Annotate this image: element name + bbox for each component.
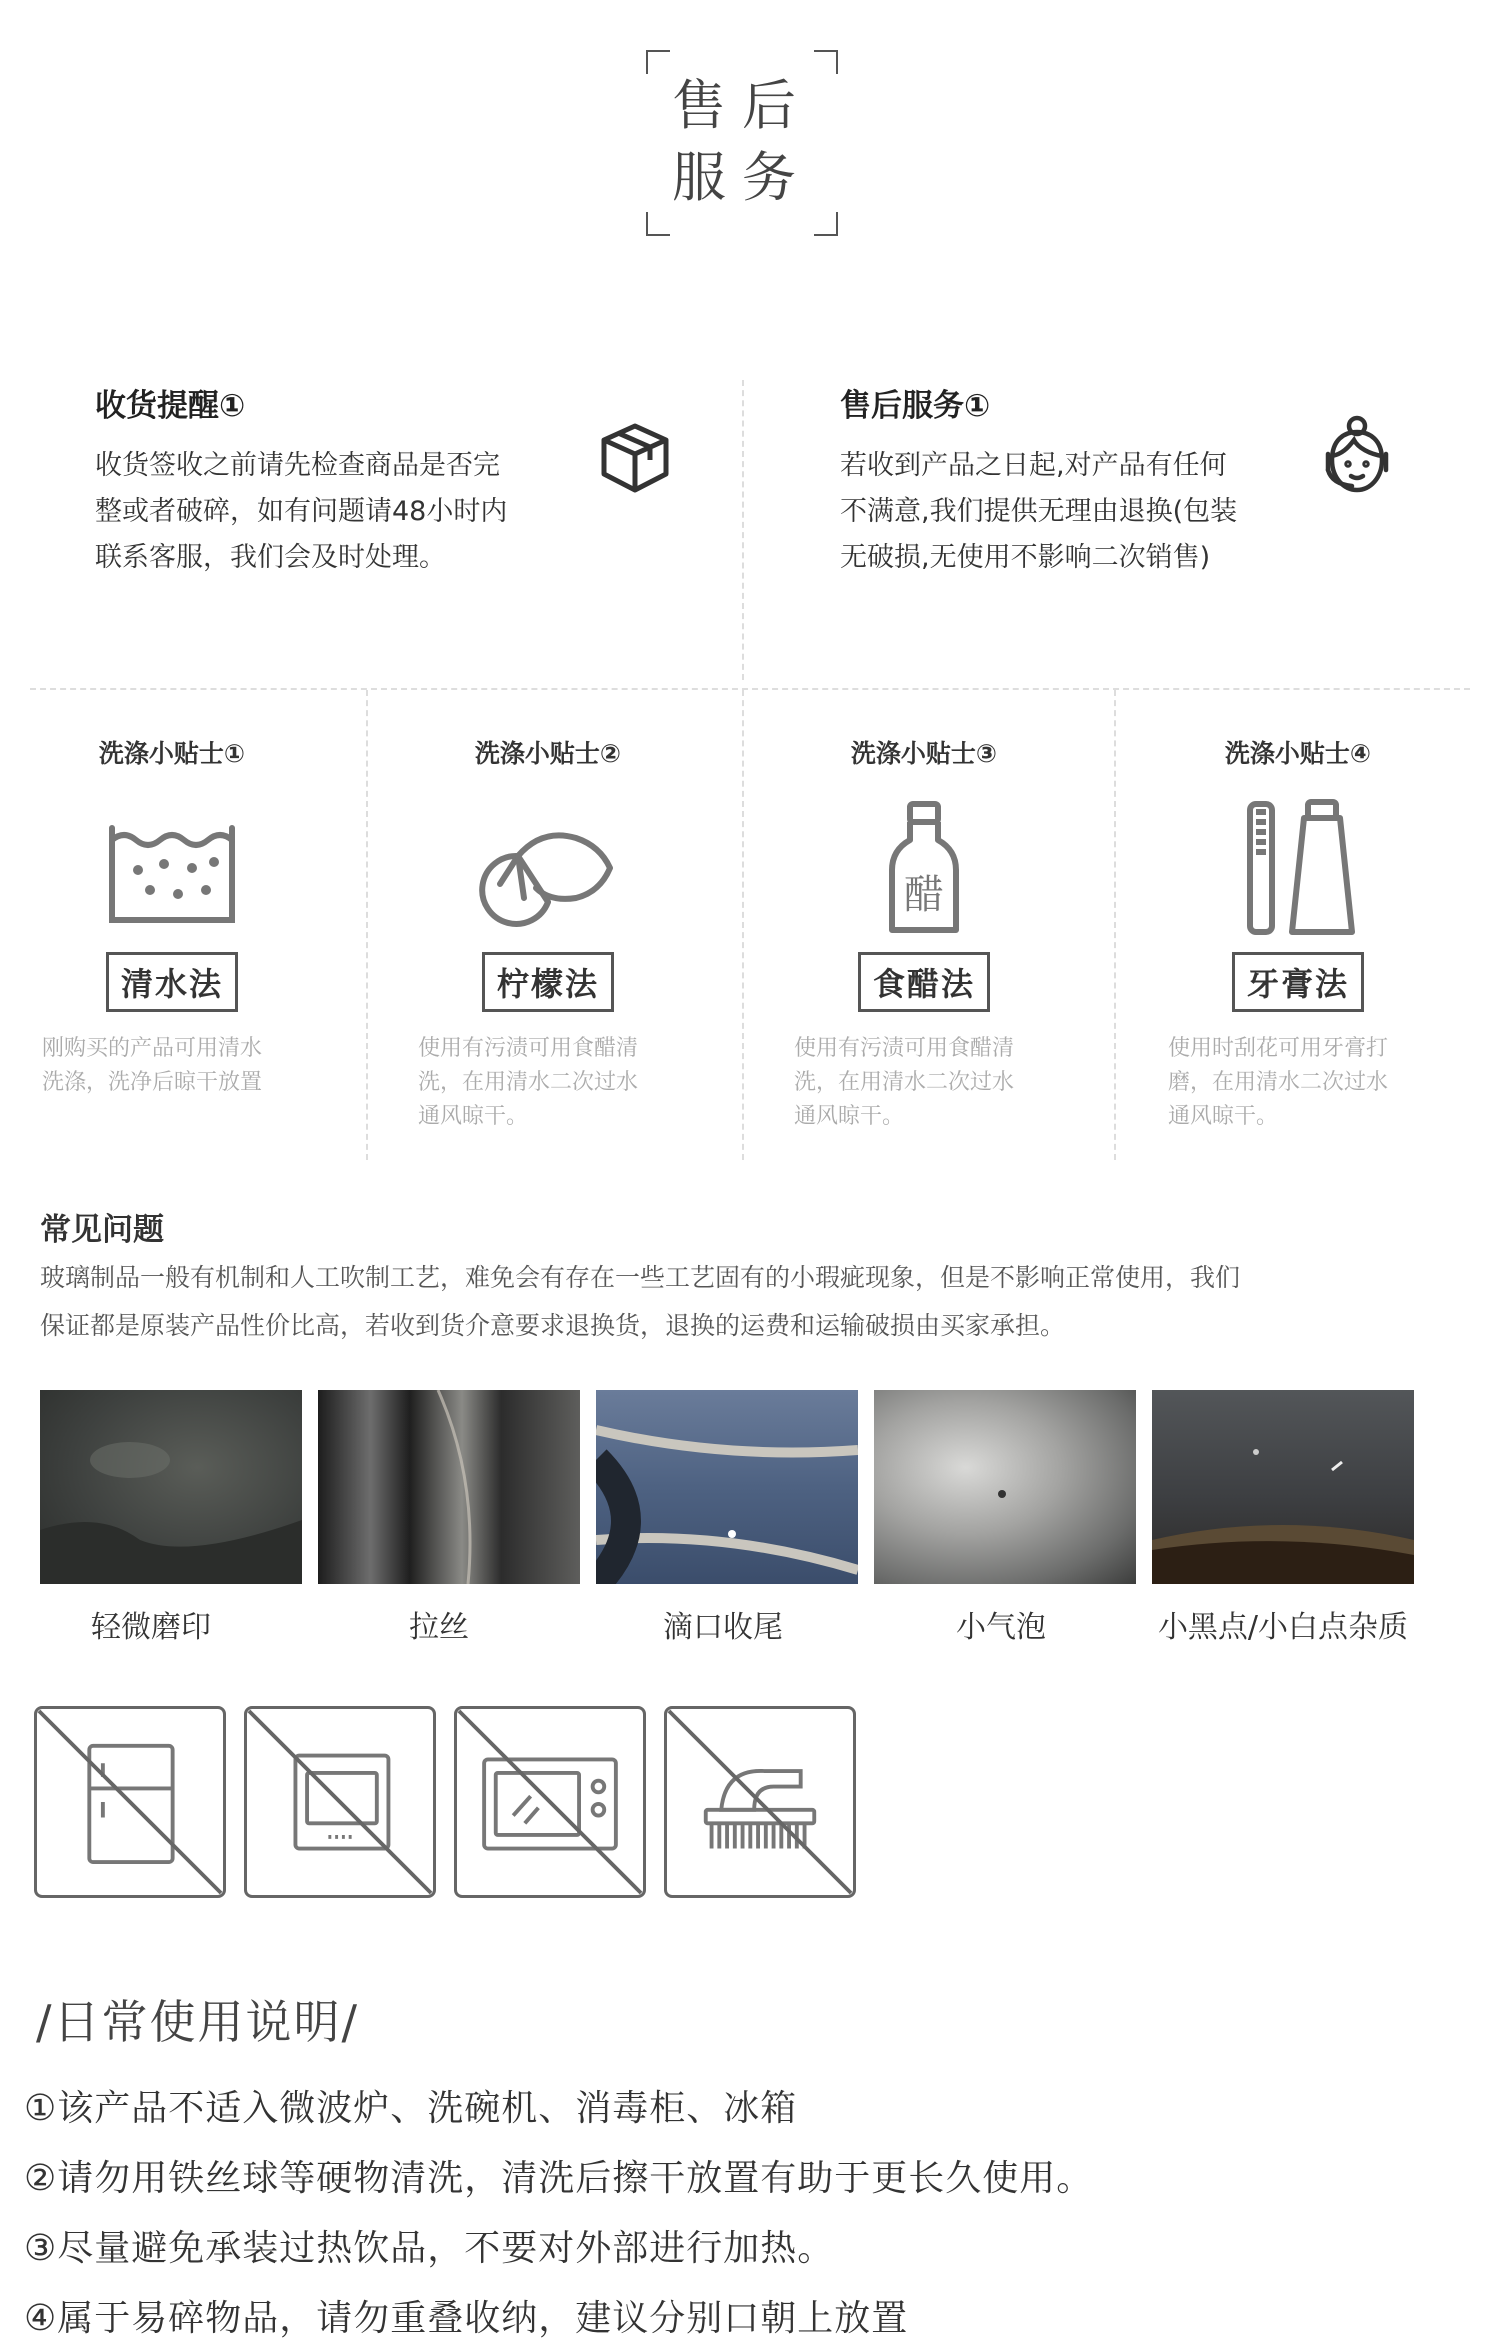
customer-service-icon <box>1318 414 1396 500</box>
usage-item: ④属于易碎物品，请勿重叠收纳，建议分别口朝上放置 <box>24 2298 909 2339</box>
tip-desc-line: 洗，在用清水二次过水 <box>794 1070 1015 1095</box>
defect-label: 滴口收尾 <box>663 1610 783 1645</box>
washing-tip <box>1118 734 1478 1134</box>
tip-desc-line: 使用时刮花可用牙膏打 <box>1168 1036 1389 1061</box>
tip-desc-line: 洗涤，洗净后晾干放置 <box>42 1070 263 1095</box>
lemon-icon <box>478 798 618 938</box>
usage-title: /日常使用说明/ <box>36 1995 359 2049</box>
tip-description <box>1168 1032 1428 1134</box>
faq-body <box>40 1254 1440 1350</box>
tip-title: 洗涤小贴士① <box>98 739 246 768</box>
usage-item: ③尽量避免承装过热饮品，不要对外部进行加热。 <box>24 2228 835 2269</box>
tip-method: 食醋法 <box>858 952 990 1012</box>
aftersales-title: 售后服务① <box>840 388 991 424</box>
tip-description <box>794 1032 1054 1134</box>
aftersales-line: 无破损,无使用不影响二次销售) <box>840 542 1211 573</box>
usage-item: ②请勿用铁丝球等硬物清洗，清洗后擦干放置有助于更长久使用。 <box>24 2158 1094 2199</box>
tip-title: 洗涤小贴士④ <box>1224 739 1372 768</box>
defect-photo <box>40 1390 302 1584</box>
tip-title: 洗涤小贴士② <box>474 739 622 768</box>
logo-line-1: 售后 <box>672 74 812 137</box>
defect-photo <box>874 1390 1136 1584</box>
tip-description <box>418 1032 678 1134</box>
defect-label: 小气泡 <box>956 1610 1046 1645</box>
receiving-title: 收货提醒① <box>95 388 246 424</box>
washing-tip <box>368 734 728 1134</box>
defect-photo <box>596 1390 858 1584</box>
tip-desc-line: 通风晾干。 <box>418 1104 529 1129</box>
receiving-line: 收货签收之前请先检查商品是否完 <box>95 450 500 481</box>
info-divider-horizontal <box>30 688 1470 690</box>
no-microwave-icon <box>454 1706 646 1898</box>
usage-item: ①该产品不适入微波炉、洗碗机、消毒柜、冰箱 <box>24 2088 798 2129</box>
tip-desc-line: 使用有污渍可用食醋清 <box>418 1036 639 1061</box>
vinegar-bottle-icon <box>854 798 994 938</box>
tip-desc-line: 刚购买的产品可用清水 <box>42 1036 263 1061</box>
receiving-reminder <box>95 380 655 581</box>
tip-method: 柠檬法 <box>482 952 614 1012</box>
package-box-icon <box>596 420 674 496</box>
defect-label: 拉丝 <box>409 1610 469 1645</box>
tip-method: 清水法 <box>106 952 238 1012</box>
logo-line-2: 服务 <box>672 146 812 209</box>
tip-title: 洗涤小贴士③ <box>850 739 998 768</box>
after-sales-logo <box>646 50 838 236</box>
washing-tip <box>744 734 1104 1134</box>
after-sales-service <box>840 380 1400 581</box>
aftersales-body <box>840 443 1400 581</box>
defect-photo <box>318 1390 580 1584</box>
tips-divider <box>1114 690 1116 1160</box>
defect-label: 轻微磨印 <box>91 1610 211 1645</box>
tip-desc-line: 洗，在用清水二次过水 <box>418 1070 639 1095</box>
toothbrush-toothpaste-icon <box>1228 798 1368 938</box>
faq-line: 玻璃制品一般有机制和人工吹制工艺，难免会有存在一些工艺固有的小瑕疵现象，但是不影响正常使用，我们 <box>40 1263 1241 1292</box>
water-basin-icon <box>102 798 242 938</box>
no-oven-icon <box>244 1706 436 1898</box>
faq-title: 常见问题 <box>40 1212 164 1248</box>
tip-method: 牙膏法 <box>1232 952 1364 1012</box>
bottle-label: 醋 <box>904 872 944 918</box>
washing-tip <box>0 734 352 1100</box>
info-divider-vertical <box>742 380 744 680</box>
defect-label: 小黑点/小白点杂质 <box>1157 1610 1409 1645</box>
faq-line: 保证都是原装产品性价比高，若收到货介意要求退换货，退换的运费和运输破损由买家承担。 <box>40 1311 1066 1340</box>
tip-description <box>42 1032 302 1100</box>
no-brush-icon <box>664 1706 856 1898</box>
aftersales-line: 不满意,我们提供无理由退换(包装 <box>840 496 1238 527</box>
defect-photo <box>1152 1390 1414 1584</box>
no-refrigerator-icon <box>34 1706 226 1898</box>
tip-desc-line: 通风晾干。 <box>1168 1104 1279 1129</box>
tip-desc-line: 磨，在用清水二次过水 <box>1168 1070 1389 1095</box>
receiving-body <box>95 443 655 581</box>
receiving-line: 整或者破碎，如有问题请48小时内 <box>95 496 508 527</box>
receiving-line: 联系客服，我们会及时处理。 <box>95 542 446 573</box>
tip-desc-line: 通风晾干。 <box>794 1104 905 1129</box>
tip-desc-line: 使用有污渍可用食醋清 <box>794 1036 1015 1061</box>
aftersales-line: 若收到产品之日起,对产品有任何 <box>840 450 1227 481</box>
